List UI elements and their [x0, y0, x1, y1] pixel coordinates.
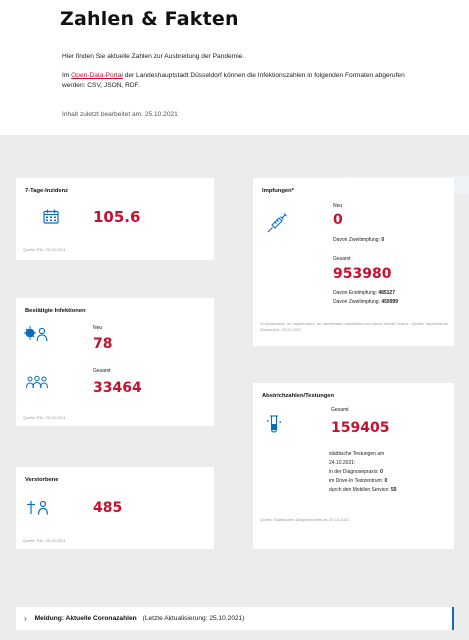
tests-card	[253, 383, 454, 549]
vaccinations-new-second	[333, 237, 384, 243]
vaccinations-second	[333, 299, 398, 305]
open-data-portal-link[interactable]: Open-Data-Portal	[71, 72, 123, 79]
incidence-value: 105.6	[93, 208, 141, 226]
infections-source: Quelle: RKI, 25.10.2021	[23, 415, 66, 420]
incidence-card	[16, 178, 214, 260]
cross-person-icon	[26, 500, 50, 515]
intro-text: Hier finden Sie aktuelle Zahlen zur Ausbreitung der Pandemie.	[62, 53, 245, 60]
tests-line5	[329, 487, 397, 493]
news-accordion[interactable]	[16, 607, 454, 630]
calendar-icon	[43, 209, 59, 224]
virus-person-icon	[24, 325, 48, 342]
tests-line2: 24.10.2021:	[329, 460, 356, 466]
vaccinations-title: Impfungen*	[262, 188, 294, 194]
chevron-right-icon: ›	[24, 614, 27, 623]
tests-line3	[329, 469, 383, 475]
tests-line3-value: 0	[380, 469, 383, 475]
vaccinations-first-value: 485127	[378, 290, 395, 296]
vaccinations-total-value: 953980	[333, 266, 392, 282]
tests-line5-value: 55	[390, 487, 397, 493]
infections-total-label: Gesamt	[93, 368, 111, 374]
vaccinations-new-label: Neu	[333, 203, 343, 209]
vaccinations-total-label: Gesamt	[333, 256, 351, 262]
people-group-icon	[26, 375, 48, 389]
page-title: Zahlen & Fakten	[60, 8, 239, 30]
vaccinations-second-label: Davon Zweitimpfung:	[333, 299, 382, 305]
tests-line1: städtische Testungen am	[329, 451, 385, 457]
tests-line4-label: im Drive-In Testzentrum:	[329, 478, 385, 484]
tests-line3-label: in der Diagnosepraxis:	[329, 469, 381, 475]
tests-line5-label: durch den Mobilen Service:	[329, 487, 391, 493]
page-header	[0, 0, 469, 135]
vaccinations-new-second-value: 0	[381, 237, 385, 243]
incidence-source: Quelle: RKI, 25.10.2021	[23, 247, 66, 252]
open-data-prefix: Im	[62, 72, 72, 79]
vaccinations-second-value: 459999	[381, 299, 399, 305]
infections-card	[16, 298, 214, 426]
last-updated-text: Inhalt zuletzt bearbeitet am: 25.10.2021	[62, 111, 178, 118]
test-tube-icon	[266, 415, 282, 433]
deaths-title: Verstorbene	[25, 477, 59, 483]
vaccinations-new-second-label: Davon Zweitimpfung:	[333, 237, 382, 243]
infections-new-value: 78	[93, 336, 113, 352]
accordion-updated: (Letzte Aktualisierung: 25.10.2021)	[142, 615, 245, 622]
vaccinations-new-value: 0	[333, 212, 343, 228]
tests-total-value: 159405	[331, 420, 390, 436]
vaccinations-first-label: Davon Erstimpfung:	[333, 290, 379, 296]
vaccinations-first	[333, 290, 395, 296]
accordion-title: Meldung: Aktuelle Coronazahlen	[34, 615, 137, 622]
tests-line4-value: 0	[384, 478, 388, 484]
vaccinations-card	[253, 178, 454, 346]
vaccinations-footnote: *in Arztpraxen, im Impfzentrum, an dezentralen Impfstellen und durch mobile Teams - Quelle: Impfzentrum Düsseldorf, 25.10.2021	[260, 321, 449, 332]
infections-title: Bestätigte Infektionen	[25, 308, 86, 314]
open-data-text	[62, 71, 422, 90]
deaths-value: 485	[93, 500, 123, 516]
infections-total-value: 33464	[93, 380, 142, 396]
tests-source: Quelle: Städtisches Diagnosezentrum, 25.10.2021	[260, 517, 350, 522]
tests-total-label: Gesamt	[331, 407, 349, 413]
tests-line4	[329, 478, 387, 484]
deaths-card	[16, 467, 214, 549]
incidence-title: 7-Tage-Inzidenz	[25, 188, 69, 194]
tests-title: Abstrichzahlen/Testungen	[262, 393, 335, 399]
open-data-suffix: der Landeshauptstadt Düsseldorf können die Infektionszahlen in folgenden Formaten abgerufen werden: CSV, JSON, RDF.	[62, 72, 405, 89]
syringe-icon	[267, 213, 287, 233]
infections-new-label: Neu	[93, 325, 103, 331]
deaths-source: Quelle: RKI, 25.10.2021	[23, 538, 66, 543]
